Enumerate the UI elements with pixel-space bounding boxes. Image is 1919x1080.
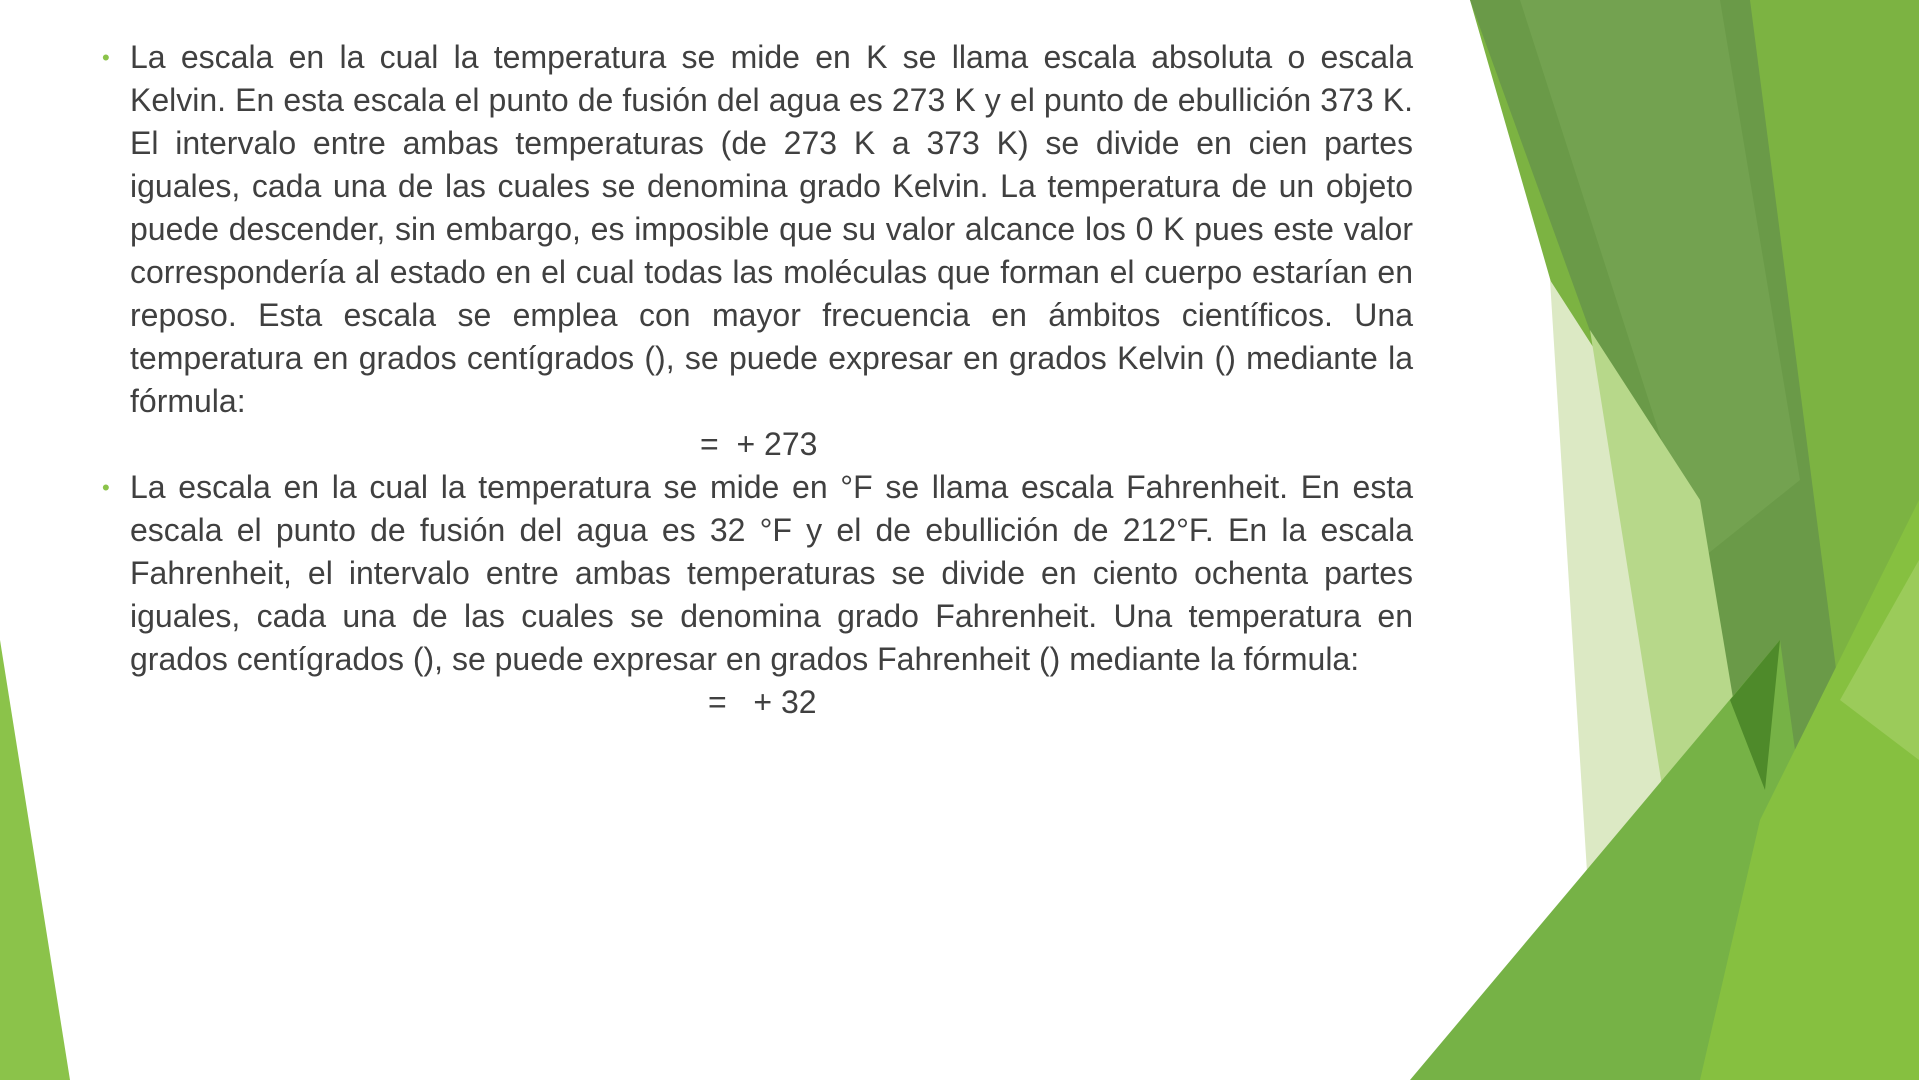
left-green-sliver	[0, 640, 70, 1080]
bullet-marker: •	[102, 475, 110, 500]
kelvin-paragraph: La escala en la cual la temperatura se mide en K se llama escala absoluta o escala Kelvin. En esta escala el punto de fusión del agua es 273 K y el punto de ebullición 373 K. El intervalo entre ambas temperaturas (de 273 K a 373 K) se divide en cien partes iguales, cada una de las cuales se denomina grado Kelvin. La temperatura de un objeto puede descender, sin embargo, es imposible que su valor alcance los 0 K pues este valor correspondería al estado en el cual todas las moléculas que forman el cuerpo estarían en reposo. Esta escala se emplea con mayor frecuencia en ámbitos científicos. Una temperatura en grados centígrados (), se puede expresar en grados Kelvin () mediante la fórmula:	[130, 39, 1413, 419]
fahrenheit-paragraph: La escala en la cual la temperatura se mide en °F se llama escala Fahrenheit. En esta escala el punto de fusión del agua es 32 °F y el de ebullición de 212°F. En la escala Fahrenheit, el intervalo entre ambas temperaturas se divide en ciento ochenta partes iguales, cada una de las cuales se denomina grado Fahrenheit. Una temperatura en grados centígrados (), se puede expresar en grados Fahrenheit () mediante la fórmula:	[130, 469, 1413, 677]
bullet-marker: •	[102, 45, 110, 70]
kelvin-formula: = + 273	[700, 426, 818, 462]
bullet-kelvin	[102, 36, 1413, 466]
slide-body	[102, 36, 1413, 724]
bullet-fahrenheit	[102, 466, 1413, 724]
fahrenheit-formula: = + 32	[708, 684, 817, 720]
